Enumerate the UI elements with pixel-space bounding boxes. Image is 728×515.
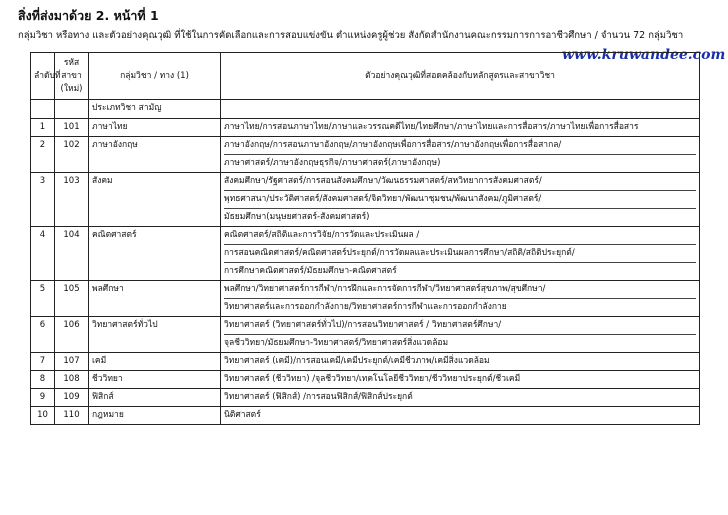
table-row <box>31 389 700 407</box>
row-number: 1 <box>31 119 55 137</box>
row-examples <box>221 353 700 371</box>
row-group: เคมี <box>89 353 221 371</box>
row-code: 104 <box>55 227 89 281</box>
row-examples <box>221 119 700 137</box>
example-line: ภาษาไทย/การสอนภาษาไทย/ภาษาและวรรณคดีไทย/ไทยศึกษา/ภาษาไทยและการสื่อสาร/ภาษาไทยเพื่อการสื่อสาร <box>224 122 639 132</box>
row-number: 6 <box>31 317 55 353</box>
row-group: พลศึกษา <box>89 281 221 317</box>
page-subtitle: กลุ่มวิชา หรือทาง และตัวอย่างคุณวุฒิ ที่ใช้ในการคัดเลือกและการสอบแข่งขัน ตำแหน่งครูผู้ช่วย สังกัดสำนักงานคณะกรรมการการอาชีวศึกษา / จำนวน 72 กลุ่มวิชา <box>18 30 684 41</box>
row-code: 102 <box>55 137 89 173</box>
table-row <box>31 353 700 371</box>
row-examples <box>221 317 700 353</box>
row-examples <box>221 389 700 407</box>
row-code: 109 <box>55 389 89 407</box>
page-title: สิ่งที่ส่งมาด้วย 2. หน้าที่ 1 <box>18 8 159 23</box>
example-line: พลศึกษา/วิทยาศาสตร์การกีฬา/การฝึกและการจัดการกีฬา/วิทยาศาสตร์สุขภาพ/สุขศึกษา/ <box>224 281 696 299</box>
row-examples <box>221 281 700 317</box>
table-header-row <box>31 53 700 100</box>
example-line: คณิตศาสตร์/สถิติและการวิจัย/การวัดและประเมินผล / <box>224 227 696 245</box>
row-group: วิทยาศาสตร์ทั่วไป <box>89 317 221 353</box>
watermark: www.kruwandee.com <box>562 47 726 63</box>
row-group: คณิตศาสตร์ <box>89 227 221 281</box>
table-row <box>31 119 700 137</box>
example-line: การศึกษาคณิตศาสตร์/มัธยมศึกษา-คณิตศาสตร์ <box>224 266 397 276</box>
row-group: ฟิสิกส์ <box>89 389 221 407</box>
example-line: การสอนคณิตศาสตร์/คณิตศาสตร์ประยุกต์/การวัดผลและประเมินผลการศึกษา/สถิติ/สถิติประยุกต์/ <box>224 245 696 263</box>
example-line: วิทยาศาสตร์ (ฟิสิกส์) /การสอนฟิสิกส์/ฟิสิกส์ประยุกต์ <box>224 392 413 402</box>
example-line: สังคมศึกษา/รัฐศาสตร์/การสอนสังคมศึกษา/วัฒนธรรมศาสตร์/สหวิทยาการสังคมศาสตร์/ <box>224 173 696 191</box>
example-line: มัธยมศึกษา(มนุษยศาสตร์-สังคมศาสตร์) <box>224 212 370 222</box>
table-row <box>31 137 700 173</box>
table-row <box>31 407 700 425</box>
row-group: ชีววิทยา <box>89 371 221 389</box>
row-examples <box>221 407 700 425</box>
row-number: 2 <box>31 137 55 173</box>
category-row <box>31 100 700 119</box>
row-code: 103 <box>55 173 89 227</box>
table-row <box>31 317 700 353</box>
table-row <box>31 173 700 227</box>
row-code: 105 <box>55 281 89 317</box>
row-group: สังคม <box>89 173 221 227</box>
table-row <box>31 371 700 389</box>
qualification-table <box>30 52 700 425</box>
row-number: 8 <box>31 371 55 389</box>
row-group: ภาษาอังกฤษ <box>89 137 221 173</box>
row-number: 5 <box>31 281 55 317</box>
row-examples <box>221 371 700 389</box>
example-line: วิทยาศาสตร์ (ชีววิทยา) /จุลชีววิทยา/เทคโนโลยีชีววิทยา/ชีววิทยาประยุกต์/ชีวเคมี <box>224 374 521 384</box>
row-number: 7 <box>31 353 55 371</box>
row-examples <box>221 137 700 173</box>
example-line: นิติศาสตร์ <box>224 410 261 420</box>
row-code: 101 <box>55 119 89 137</box>
category-label: ประเภทวิชา สามัญ <box>89 100 221 119</box>
row-code: 108 <box>55 371 89 389</box>
example-line: วิทยาศาสตร์และการออกกำลังกาย/วิทยาศาสตร์การกีฬาและการออกกำลังกาย <box>224 302 507 312</box>
row-examples <box>221 227 700 281</box>
row-examples <box>221 173 700 227</box>
row-code: 107 <box>55 353 89 371</box>
row-number: 3 <box>31 173 55 227</box>
header-no: ลำดับที่ <box>31 53 55 100</box>
example-line: วิทยาศาสตร์ (วิทยาศาสตร์ทั่วไป)/การสอนวิทยาศาสตร์ / วิทยาศาสตร์ศึกษา/ <box>224 317 696 335</box>
row-group: กฎหมาย <box>89 407 221 425</box>
row-code: 106 <box>55 317 89 353</box>
table-row <box>31 227 700 281</box>
row-number: 4 <box>31 227 55 281</box>
example-line: ภาษาศาสตร์/ภาษาอังกฤษธุรกิจ/ภาษาศาสตร์(ภาษาอังกฤษ) <box>224 158 441 168</box>
example-line: พุทธศาสนา/ประวัติศาสตร์/สังคมศาสตร์/จิตวิทยา/พัฒนาชุมชน/พัฒนาสังคม/ภูมิศาสตร์/ <box>224 191 696 209</box>
header-group: กลุ่มวิชา / ทาง (1) <box>89 53 221 100</box>
row-group: ภาษาไทย <box>89 119 221 137</box>
table-row <box>31 281 700 317</box>
example-line: วิทยาศาสตร์ (เคมี)/การสอนเคมี/เคมีประยุกต์/เคมีชีวภาพ/เคมีสิ่งแวดล้อม <box>224 356 490 366</box>
row-number: 9 <box>31 389 55 407</box>
header-code: รหัสสาขา (ใหม่) <box>55 53 89 100</box>
example-line: จุลชีววิทยา/มัธยมศึกษา-วิทยาศาสตร์/วิทยาศาสตร์สิ่งแวดล้อม <box>224 338 449 348</box>
header-examples: ตัวอย่างคุณวุฒิที่สอดคล้องกับหลักสูตรและสาขาวิชา <box>221 53 700 100</box>
example-line: ภาษาอังกฤษ/การสอนภาษาอังกฤษ/ภาษาอังกฤษเพื่อการสื่อสาร/ภาษาอังกฤษเพื่อการสื่อสากล/ <box>224 137 696 155</box>
row-code: 110 <box>55 407 89 425</box>
row-number: 10 <box>31 407 55 425</box>
